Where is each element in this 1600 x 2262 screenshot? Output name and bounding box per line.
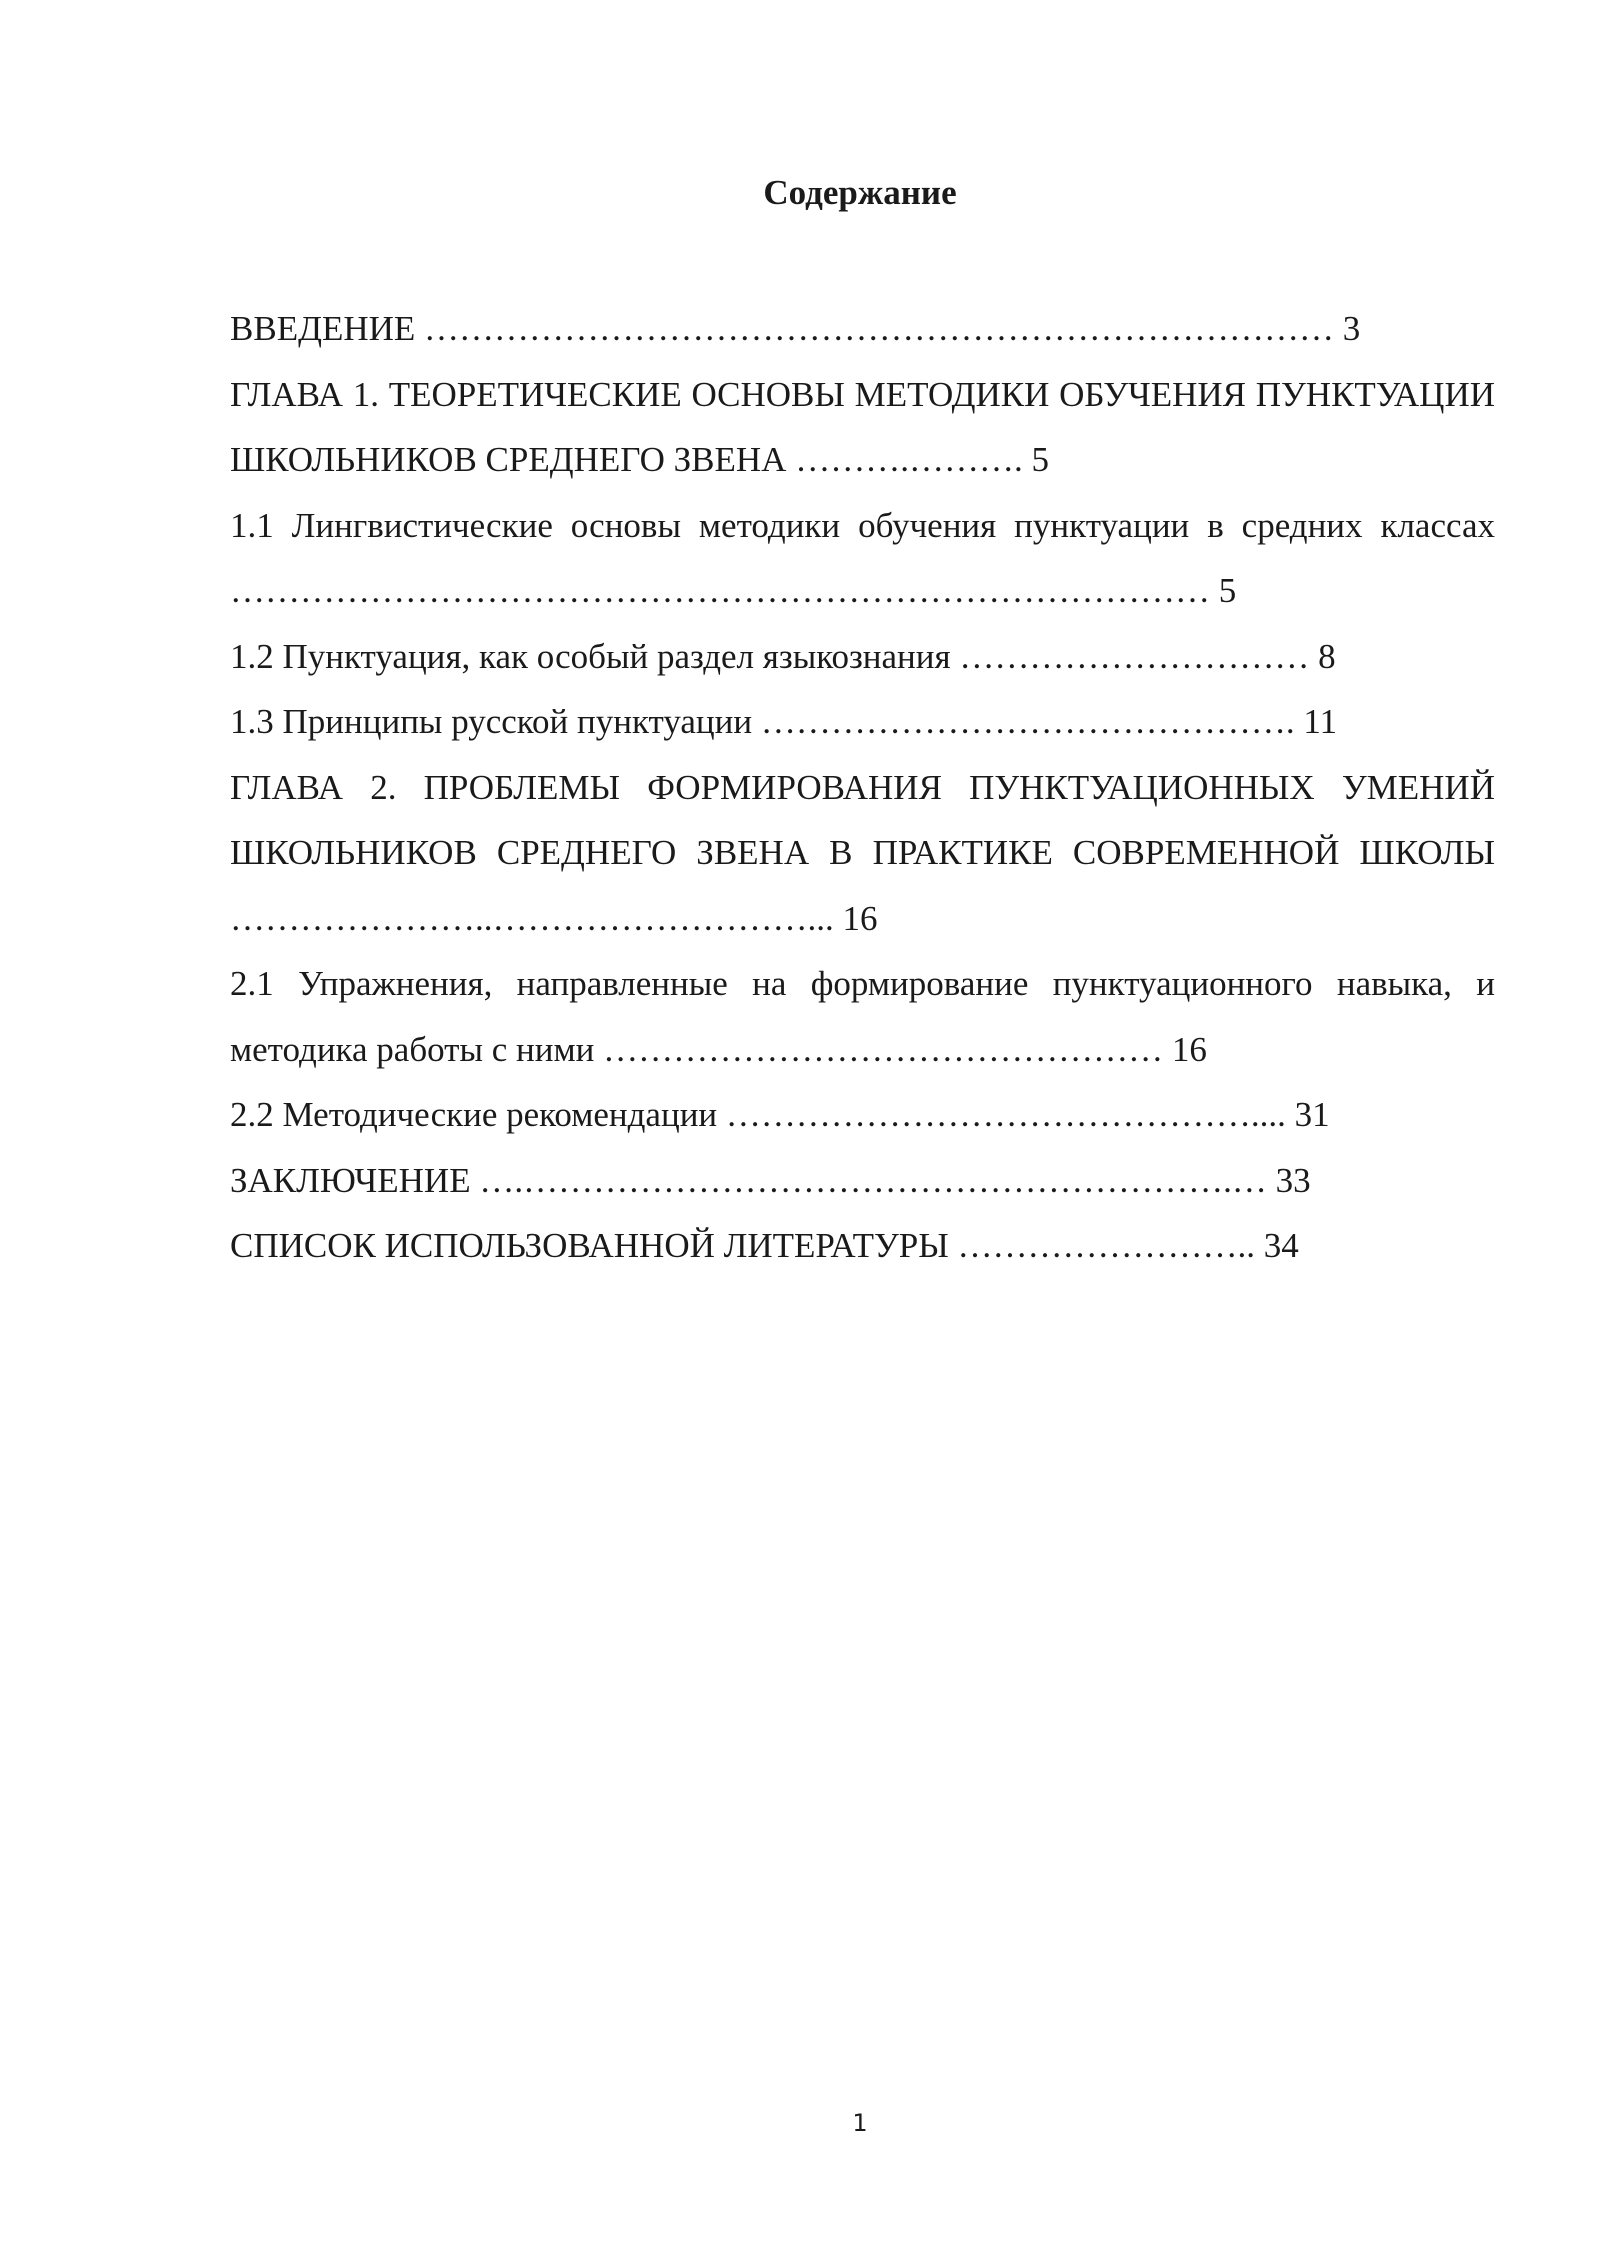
toc-entry-bibliography: СПИСОК ИСПОЛЬЗОВАННОЙ ЛИТЕРАТУРЫ …………………….. 34 bbox=[230, 1226, 1299, 1265]
page-title: Содержание bbox=[763, 173, 957, 212]
toc-entry-section-1-3: 1.3 Принципы русской пунктуации ………………………………………. 11 bbox=[230, 702, 1338, 741]
toc-entry-conclusion: ЗАКЛЮЧЕНИЕ ….…………………………………………………….… 33 bbox=[230, 1160, 1311, 1200]
table-of-contents bbox=[230, 296, 1495, 1279]
toc-entry-section-2-2: 2.2 Методические рекомендации ……………………………………….... 31 bbox=[230, 1095, 1330, 1134]
toc-entry-section-2-1: 2.1 Упражнения, направленные на формирование пунктуационного навыка, и методика работы с ними ………………………………………… 16 bbox=[230, 964, 1495, 1069]
toc-entry-section-1-2: 1.2 Пунктуация, как особый раздел языкознания ………………………… 8 bbox=[230, 636, 1336, 676]
toc-entry-chapter-1: ГЛАВА 1. ТЕОРЕТИЧЕСКИЕ ОСНОВЫ МЕТОДИКИ ОБУЧЕНИЯ ПУНКТУАЦИИ ШКОЛЬНИКОВ СРЕДНЕГО ЗВЕНА ……….………. 5 bbox=[230, 374, 1495, 479]
toc-entry-section-1-1: 1.1 Лингвистические основы методики обучения пунктуации в средних классах ………………………………………………………………………… 5 bbox=[230, 505, 1495, 610]
toc-entry-chapter-2: ГЛАВА 2. ПРОБЛЕМЫ ФОРМИРОВАНИЯ ПУНКТУАЦИОННЫХ УМЕНИЙ ШКОЛЬНИКОВ СРЕДНЕГО ЗВЕНА В ПРАКТИКЕ СОВРЕМЕННОЙ ШКОЛЫ …………………..………………………... 16 bbox=[230, 767, 1495, 938]
page-number: 1 bbox=[852, 2109, 868, 2137]
toc-entry-introduction: ВВЕДЕНИЕ …………………………………………………………………… 3 bbox=[230, 309, 1361, 348]
